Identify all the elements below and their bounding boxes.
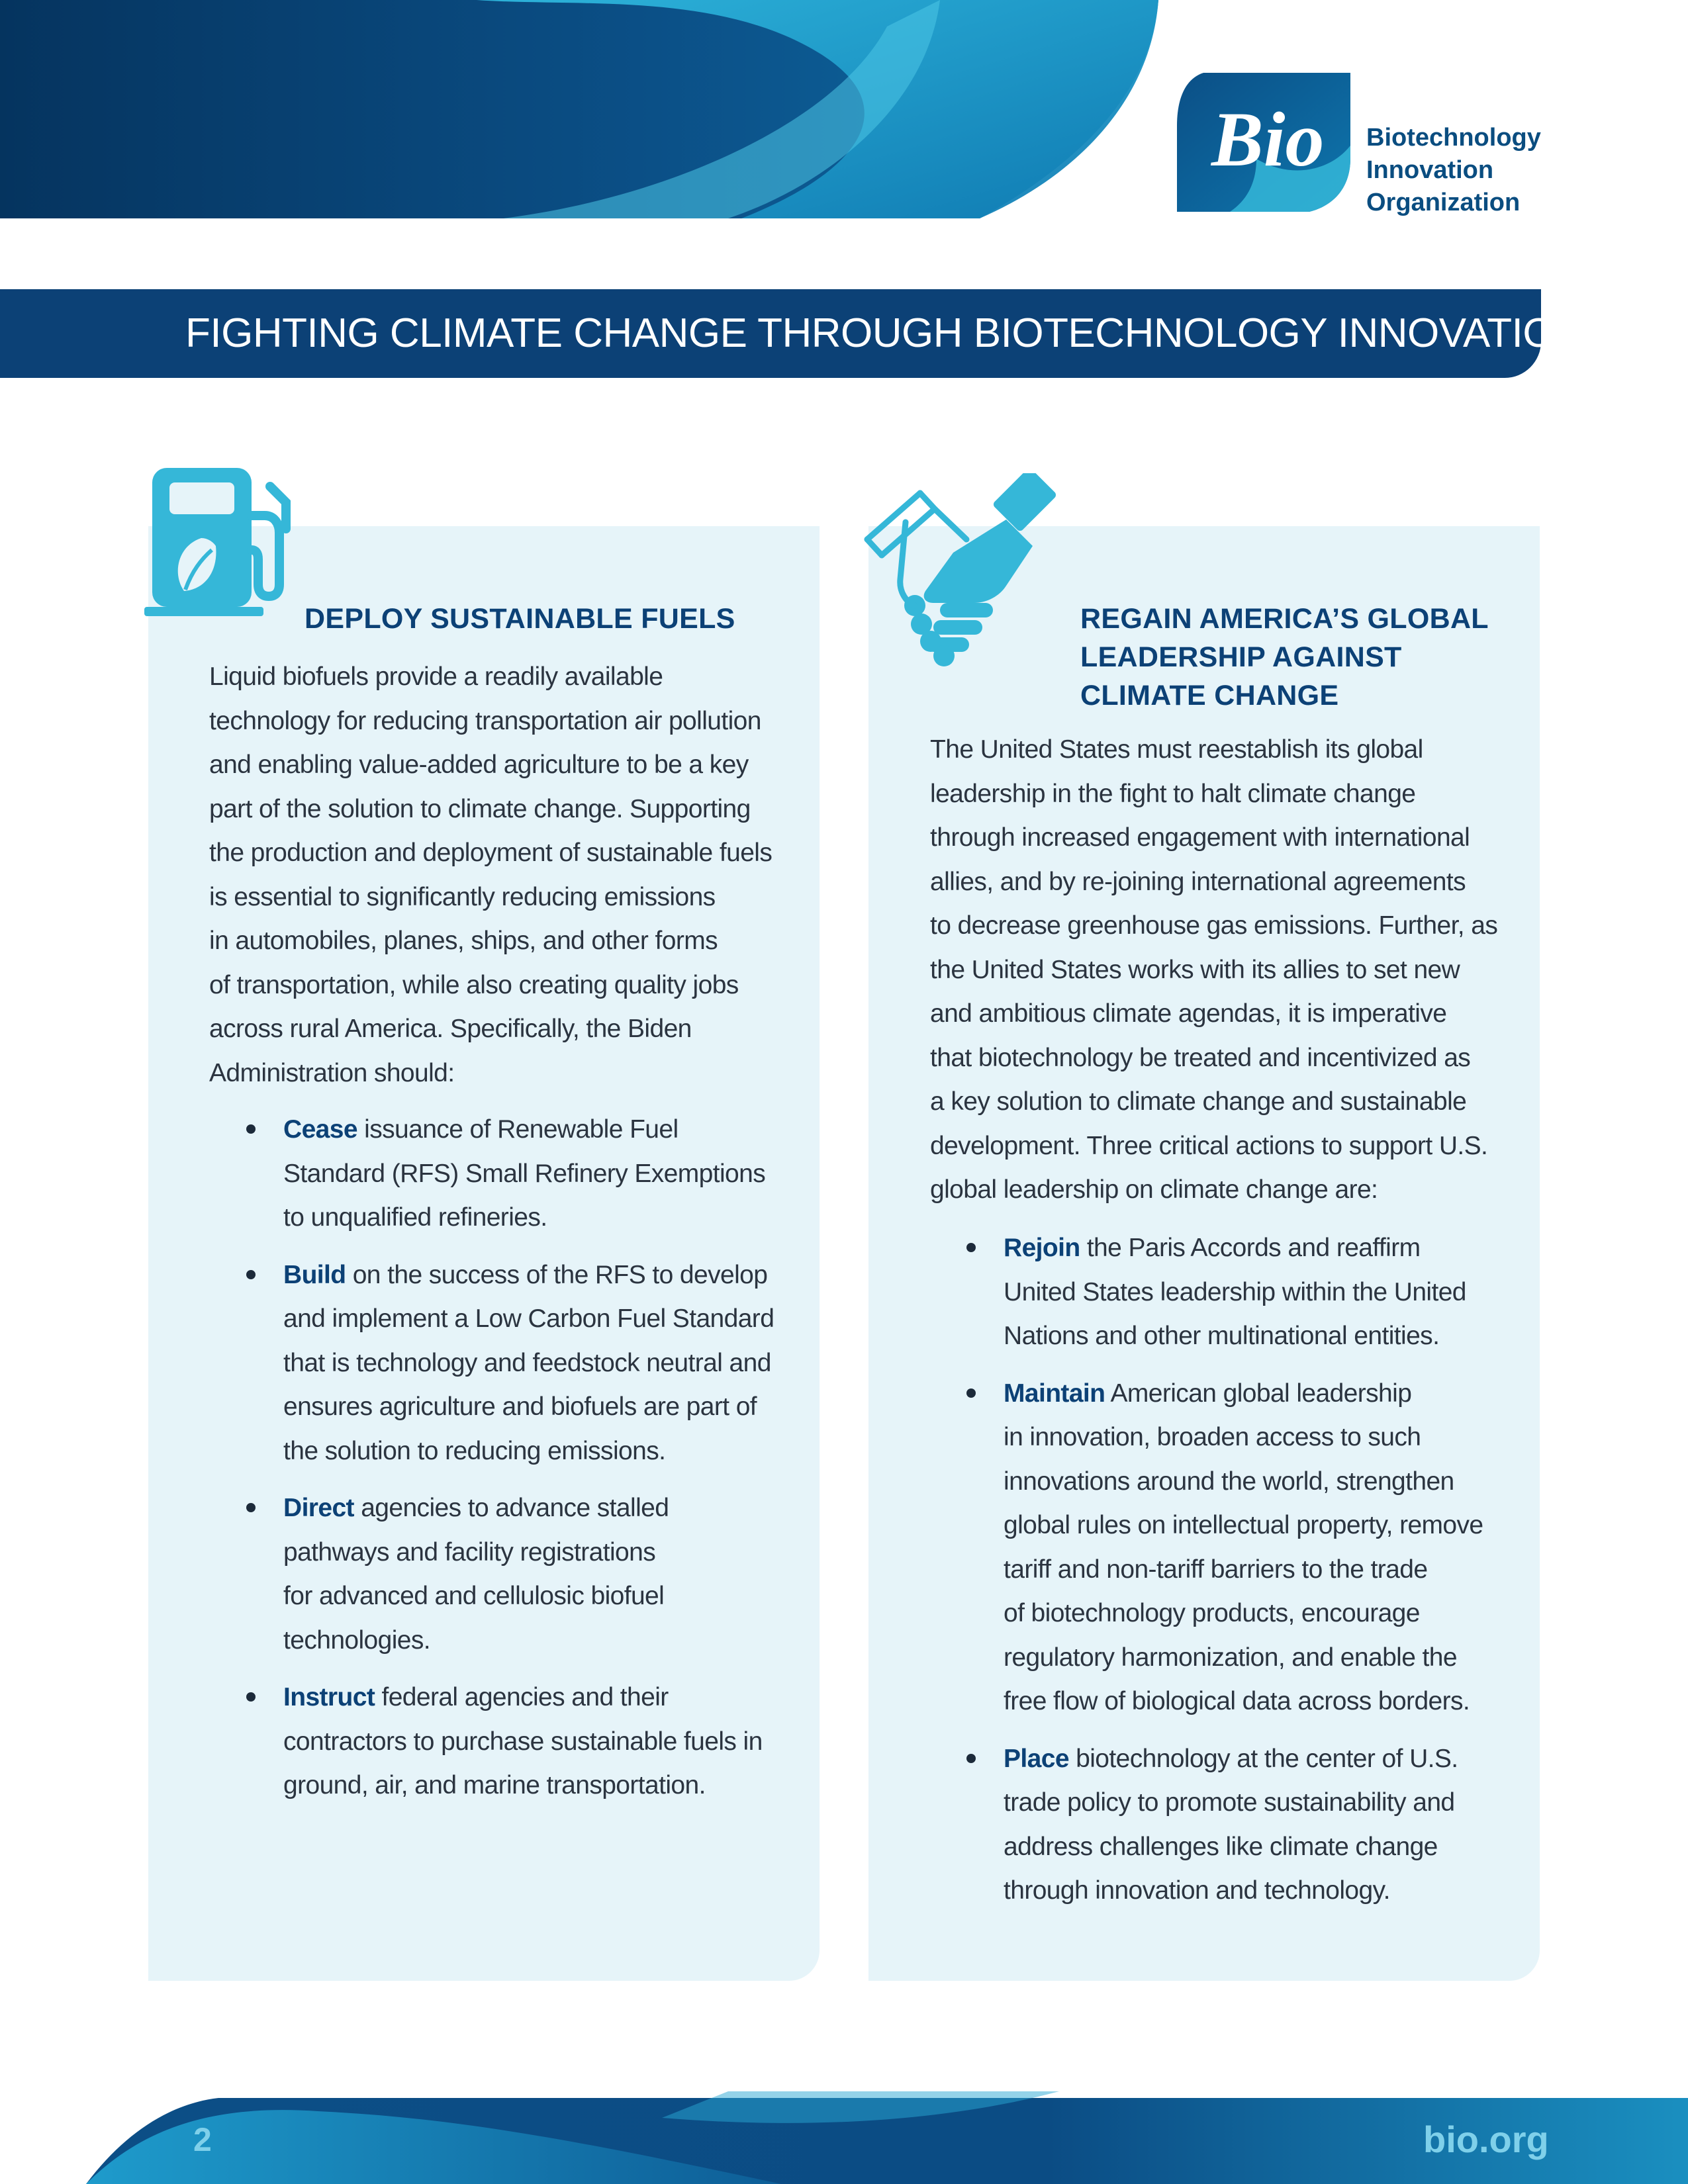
fuel-pump-leaf-icon — [144, 460, 303, 622]
bullet-icon — [966, 1388, 976, 1398]
text-line: in innovation, broaden access to such — [1004, 1423, 1421, 1451]
text-line: allies, and by re-joining international agreements — [930, 867, 1466, 896]
text-line: global leadership on climate change are: — [930, 1175, 1378, 1204]
logo-mark: Bio — [1211, 96, 1325, 183]
text-line: for advanced and cellulosic biofuel — [283, 1582, 665, 1610]
list-item — [1004, 1737, 1483, 1913]
left-heading: DEPLOY SUSTAINABLE FUELS — [305, 603, 735, 635]
text-line: the production and deployment of sustainable fuels — [209, 839, 773, 867]
text-line: to unqualified refineries. — [283, 1203, 547, 1232]
text-line: in automobiles, planes, ships, and other forms — [209, 927, 718, 955]
text-line: agencies to advance stalled — [353, 1494, 669, 1522]
text-line: Liquid biofuels provide a readily available — [209, 662, 663, 691]
text-line: biotechnology at the center of U.S. — [1068, 1744, 1458, 1773]
list-item — [1004, 1226, 1483, 1359]
heading-line: CLIMATE CHANGE — [1080, 680, 1339, 711]
text-line: ground, air, and marine transportation. — [283, 1771, 706, 1799]
bullet-lead: Build — [283, 1260, 346, 1289]
right-intro — [930, 728, 1497, 1212]
heading-line: LEADERSHIP AGAINST — [1080, 641, 1402, 673]
bullet-icon — [966, 1243, 976, 1252]
text-line: of transportation, while also creating quality jobs — [209, 970, 739, 999]
text-line: free flow of biological data across borders. — [1004, 1687, 1470, 1715]
text-line: the United States works with its allies to set new — [930, 955, 1460, 984]
text-line: trade policy to promote sustainability and — [1004, 1788, 1455, 1817]
text-line: on the success of the RFS to develop — [346, 1260, 768, 1289]
bullet-icon — [246, 1124, 256, 1134]
text-line: pathways and facility registrations — [283, 1537, 656, 1567]
text-line: United States leadership within the United — [1004, 1277, 1466, 1306]
bullet-lead: Direct — [283, 1494, 354, 1522]
bullet-lead: Instruct — [283, 1683, 375, 1711]
text-line: a key solution to climate change and sustainable — [930, 1087, 1467, 1116]
text-line: that is technology and feedstock neutral and — [283, 1348, 771, 1377]
text-line: that biotechnology be treated and incentivized as — [930, 1043, 1471, 1072]
bio-logo — [1177, 66, 1548, 218]
text-line: through innovation and technology. — [1004, 1876, 1390, 1905]
text-line: Nations and other multinational entities. — [1004, 1322, 1440, 1350]
logo-name — [1366, 122, 1541, 219]
text-line: global rules on intellectual property, remove — [1004, 1511, 1483, 1539]
text-line: technologies. — [283, 1625, 431, 1655]
logo-line: Innovation — [1366, 156, 1494, 184]
bullet-lead: Cease — [283, 1115, 357, 1144]
text-line: tariff and non-tariff barriers to the trade — [1004, 1555, 1428, 1584]
text-line: development. Three critical actions to support U.S. — [930, 1131, 1488, 1160]
page-number: 2 — [193, 2121, 212, 2158]
right-bullet-list — [1004, 1226, 1483, 1913]
logo-line: Biotechnology — [1366, 124, 1541, 152]
bullet-lead: Rejoin — [1004, 1234, 1080, 1262]
text-line: and ambitious climate agendas, it is imperative — [930, 999, 1447, 1028]
text-line: to decrease greenhouse gas emissions. Further, as — [930, 911, 1498, 940]
text-line: and enabling value-added agriculture to be a key — [209, 751, 749, 779]
text-line: the Paris Accords and reaffirm — [1080, 1234, 1421, 1262]
title-bar — [0, 289, 1584, 378]
left-bullet-list — [283, 1108, 774, 1808]
logo-line: Organization — [1366, 189, 1521, 216]
text-line: of biotechnology products, encourage — [1004, 1599, 1420, 1627]
list-item — [283, 1253, 774, 1474]
bullet-icon — [246, 1270, 256, 1279]
list-item — [283, 1108, 774, 1240]
text-line: is essential to significantly reducing emissions — [209, 882, 716, 911]
list-item — [1004, 1372, 1483, 1724]
handshake-icon — [854, 473, 1076, 672]
list-item — [283, 1676, 774, 1808]
heading-line: REGAIN AMERICA’S GLOBAL — [1080, 603, 1489, 635]
text-line: contractors to purchase sustainable fuels in — [283, 1727, 763, 1756]
text-line: issuance of Renewable Fuel — [357, 1115, 679, 1144]
bullet-icon — [246, 1692, 256, 1702]
site-link[interactable]: bio.org — [1423, 2118, 1549, 2160]
text-line: and implement a Low Carbon Fuel Standard — [283, 1304, 774, 1333]
text-line: address challenges like climate change — [1004, 1832, 1438, 1861]
bullet-lead: Place — [1004, 1744, 1069, 1773]
text-line: leadership in the fight to halt climate change — [930, 779, 1416, 808]
bullet-lead: Maintain — [1004, 1379, 1105, 1408]
bullet-icon — [246, 1503, 256, 1512]
text-line: Administration should: — [209, 1058, 455, 1087]
bullet-icon — [966, 1754, 976, 1763]
text-line: innovations around the world, strengthen — [1004, 1467, 1454, 1496]
text-line: ensures agriculture and biofuels are part of — [283, 1392, 757, 1421]
left-intro — [209, 655, 772, 1095]
text-line: The United States must reestablish its global — [930, 735, 1423, 764]
text-line: American global leadership — [1105, 1379, 1412, 1408]
list-item — [283, 1486, 774, 1662]
text-line: part of the solution to climate change. Supporting — [209, 794, 751, 823]
page-title: FIGHTING CLIMATE CHANGE THROUGH BIOTECHNOLOGY INNOVATION — [185, 310, 1584, 356]
text-line: federal agencies and their — [375, 1683, 669, 1711]
text-line: the solution to reducing emissions. — [283, 1436, 666, 1465]
text-line: Standard (RFS) Small Refinery Exemptions — [283, 1159, 766, 1188]
text-line: through increased engagement with international — [930, 823, 1470, 852]
right-heading — [1080, 600, 1517, 715]
text-line: technology for reducing transportation air pollution — [209, 706, 761, 735]
text-line: regulatory harmonization, and enable the — [1004, 1643, 1457, 1672]
text-line: across rural America. Specifically, the Biden — [209, 1015, 692, 1043]
